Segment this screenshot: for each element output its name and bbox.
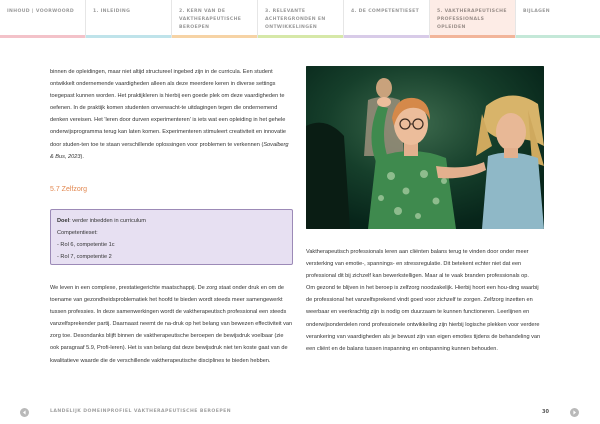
goal-text: : verder inbedden in curriculum (69, 218, 146, 224)
tab-color-bar (516, 35, 600, 38)
tab-color-bar (344, 35, 429, 38)
tab-inleiding[interactable] (86, 0, 172, 38)
tab-inhoud-voorwoord[interactable] (0, 0, 86, 38)
section-heading: 5.7 Zelfzorg (50, 186, 87, 193)
tab-relevante-achtergronden[interactable] (258, 0, 344, 38)
left-column-top (50, 66, 293, 163)
competency-item: - Rol 6, competentie 1c (57, 242, 115, 248)
tab-color-bar (0, 35, 85, 38)
body-paragraph: We leven in een complexe, prestatiegerichte maatschappij. De zorg staat onder druk en om de toename van gezondheidsproblematiek het hoofd te bieden wordt steeds meer samengewerkt tussen professies. In deze samenwerkingen wordt de vaktherapeutisch professional een steeds vanzelfsprekender partij. Daarnaast neemt de na-druk op het belang van bewezen effectiviteit van zorg toe. Desondanks blijft binnen de vaktherapeutische beroepen de bewijsdruk voelbaar (zie ook paragraaf 5.9, Profi-leren). Het is van belang dat deze bewijsdruk niet ten koste gaat van de kwalitatieve waarde die de verschillende vaktherapeutische disciplines te bieden hebben. (50, 285, 293, 364)
citation: Sovalberg & Bus, 2023 (50, 141, 289, 160)
paragraph-text-end: ). (80, 153, 84, 160)
tab-label: 1. INLEIDING (93, 9, 131, 14)
tab-label: INHOUD | VOORWOORD (7, 9, 75, 14)
goal-line (57, 215, 286, 227)
paragraph-text: binnen de opleidingen, maar niet altijd structureel ingebed zijn in de curricula. Een student ontwikkelt ondernemende vaardigheden alleen als deze meerdere keren in diverse settings toegepast kunnen worden. Het praktijkleren is hierbij een goede plek om deze vaardigheden te oefenen. In de praktijk komen studenten onverwacht-te uitdagingen tegen die ondernemend denken vereisen. Het 'leren door durven experimenteren' is iets wat een opleiding in het gehele onderwijsprogramma terug kan laten komen. Experimenteren stimuleert creativiteit en innovatie door studen-ten toe te staan verschillende oplossingen voor problemen te verkennen ( (50, 69, 286, 148)
tab-label: 2. KERN VAN DE VAKTHERAPEUTISCHE BEROEPEN (179, 9, 242, 30)
tab-label: 3. RELEVANTE ACHTERGRONDEN EN ONTWIKKELINGEN (265, 9, 326, 30)
body-paragraph: Vaktherapeutisch professionals leren aan cliënten balans terug te vinden door onder meer versterking van emotie-, spannings- en stressregulatie. Dit betekent echter niet dat een professional dit bij zichzelf kan bewerkstelligen. Maar al te vaak branden professionals op. (306, 249, 529, 280)
competency-item: - Rol 7, competentie 2 (57, 254, 112, 260)
tab-color-bar (258, 35, 343, 38)
tab-bijlagen[interactable] (516, 0, 600, 38)
tab-kern-van-de-vaktherapeutische-beroepen[interactable] (172, 0, 258, 38)
goal-box (50, 209, 293, 265)
tab-label: 5. VAKTHERAPEUTISCHE PROFESSIONALS OPLEIDEN (437, 9, 507, 30)
tab-color-bar (172, 35, 257, 38)
arrow-right-icon (570, 408, 579, 417)
next-page-button[interactable] (570, 408, 579, 417)
left-column-bottom (50, 282, 293, 367)
top-navigation (0, 0, 600, 38)
right-column (306, 246, 546, 355)
goal-label: Doel (57, 218, 70, 224)
tab-color-bar (430, 35, 515, 38)
theatre-photo (306, 66, 544, 229)
arrow-left-icon (20, 408, 29, 417)
tab-vaktherapeutische-professionals-opleiden[interactable] (430, 0, 516, 38)
photo-illustration (306, 66, 544, 229)
tab-color-bar (86, 35, 171, 38)
body-paragraph: Om gezond te blijven in het beroep is zelfzorg noodzakelijk. Hierbij hoort een hou-ding waarbij de professional het vanzelfsprekend vindt goed voor zichzelf te zorgen. Zelfzorg inzetten en weerbaar en veerkrachtig zijn is nodig om duurzaam te kunnen functioneren. Leerlijnen en onderwijsonderdelen rond professionele ontwikkeling zijn hierbij logische plekken voor verdere verankering van vaardigheden als je bewust zijn van eigen emoties tijdens de behandeling van een cliënt en de balans tussen inspanning en ontspanning kunnen behouden. (306, 285, 541, 352)
page-number: 30 (542, 409, 549, 415)
tab-label: BIJLAGEN (523, 9, 550, 14)
footer-title: LANDELIJK DOMEINPROFIEL VAKTHERAPEUTISCHE BEROEPEN (50, 409, 232, 414)
previous-page-button[interactable] (20, 408, 29, 417)
tab-label: 4. DE COMPETENTIESET (351, 9, 420, 14)
tab-de-competentieset[interactable] (344, 0, 430, 38)
body-paragraph (50, 66, 293, 163)
competencies-label: Competentieset: (57, 230, 98, 236)
